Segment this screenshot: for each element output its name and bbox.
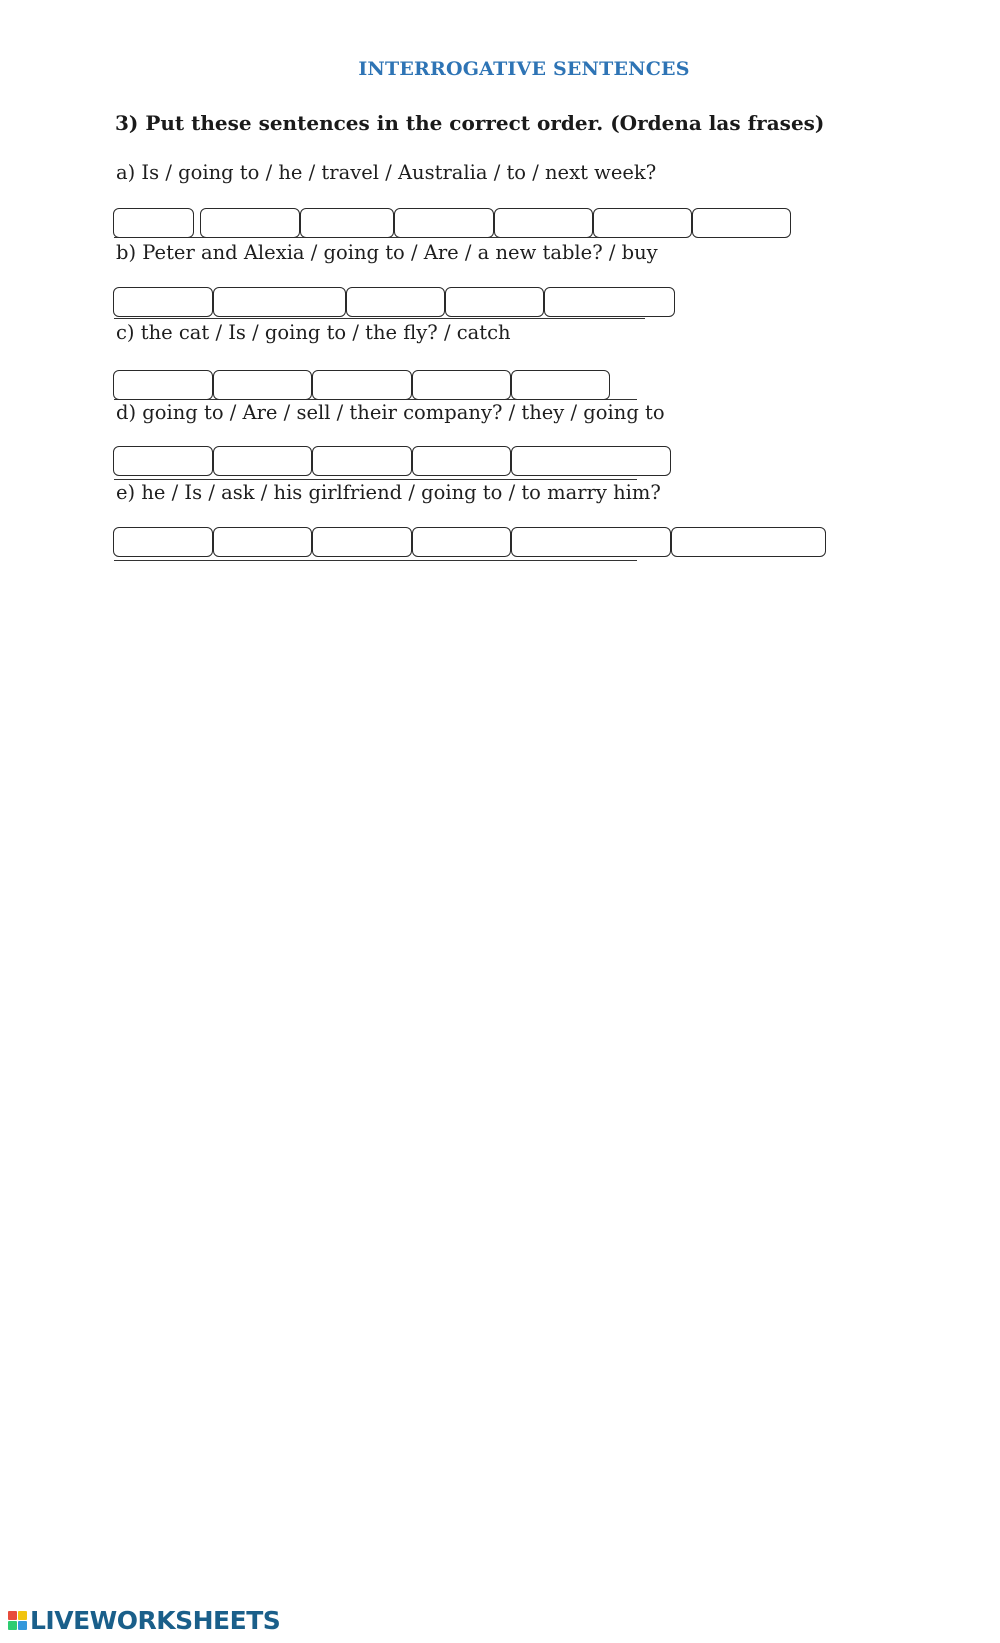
answer-a-box-2[interactable] — [200, 208, 300, 238]
answer-e-box-1[interactable] — [113, 527, 213, 557]
answer-b-box-3[interactable] — [346, 287, 445, 317]
answer-d-box-3[interactable] — [312, 446, 412, 476]
answer-a-box-7[interactable] — [692, 208, 791, 238]
sentence-c-prompt: c) the cat / Is / going to / the fly? / catch — [116, 321, 511, 344]
sentence-a-prompt: a) Is / going to / he / travel / Australia / to / next week? — [116, 161, 657, 184]
answer-a-box-4[interactable] — [394, 208, 494, 238]
answer-e-box-5[interactable] — [511, 527, 671, 557]
answer-a-box-6[interactable] — [593, 208, 692, 238]
sentence-d-prompt: d) going to / Are / sell / their company? / they / going to — [116, 401, 665, 424]
answer-b-box-1[interactable] — [113, 287, 213, 317]
exercise-instruction: 3) Put these sentences in the correct order. (Ordena las frases) — [115, 111, 825, 135]
answer-a-box-5[interactable] — [494, 208, 593, 238]
logo-square-yellow — [18, 1611, 27, 1620]
answer-line-e — [114, 560, 637, 561]
answer-a-box-1[interactable] — [113, 208, 194, 238]
answer-e-box-3[interactable] — [312, 527, 412, 557]
answer-line-b — [114, 318, 645, 319]
logo-square-blue — [18, 1621, 27, 1630]
sentence-b-prompt: b) Peter and Alexia / going to / Are / a new table? / buy — [116, 241, 658, 264]
answer-c-box-2[interactable] — [213, 370, 312, 400]
answer-e-box-4[interactable] — [412, 527, 511, 557]
answer-d-box-1[interactable] — [113, 446, 213, 476]
answer-b-box-4[interactable] — [445, 287, 544, 317]
answer-line-d — [114, 479, 637, 480]
logo-square-green — [8, 1621, 17, 1630]
sentence-e-prompt: e) he / Is / ask / his girlfriend / going to / to marry him? — [116, 481, 661, 504]
answer-e-box-2[interactable] — [213, 527, 312, 557]
answer-d-box-5[interactable] — [511, 446, 671, 476]
logo-text: LIVEWORKSHEETS — [30, 1605, 281, 1635]
answer-c-box-1[interactable] — [113, 370, 213, 400]
answer-b-box-5[interactable] — [544, 287, 675, 317]
answer-a-box-3[interactable] — [300, 208, 394, 238]
page-title: INTERROGATIVE SENTENCES — [358, 58, 690, 80]
answer-c-box-3[interactable] — [312, 370, 412, 400]
answer-e-box-6[interactable] — [671, 527, 826, 557]
answer-b-box-2[interactable] — [213, 287, 346, 317]
liveworksheets-logo — [8, 1605, 280, 1635]
answer-c-box-5[interactable] — [511, 370, 610, 400]
logo-grid-icon — [8, 1611, 27, 1630]
answer-d-box-4[interactable] — [412, 446, 511, 476]
answer-c-box-4[interactable] — [412, 370, 511, 400]
answer-d-box-2[interactable] — [213, 446, 312, 476]
logo-square-red — [8, 1611, 17, 1620]
